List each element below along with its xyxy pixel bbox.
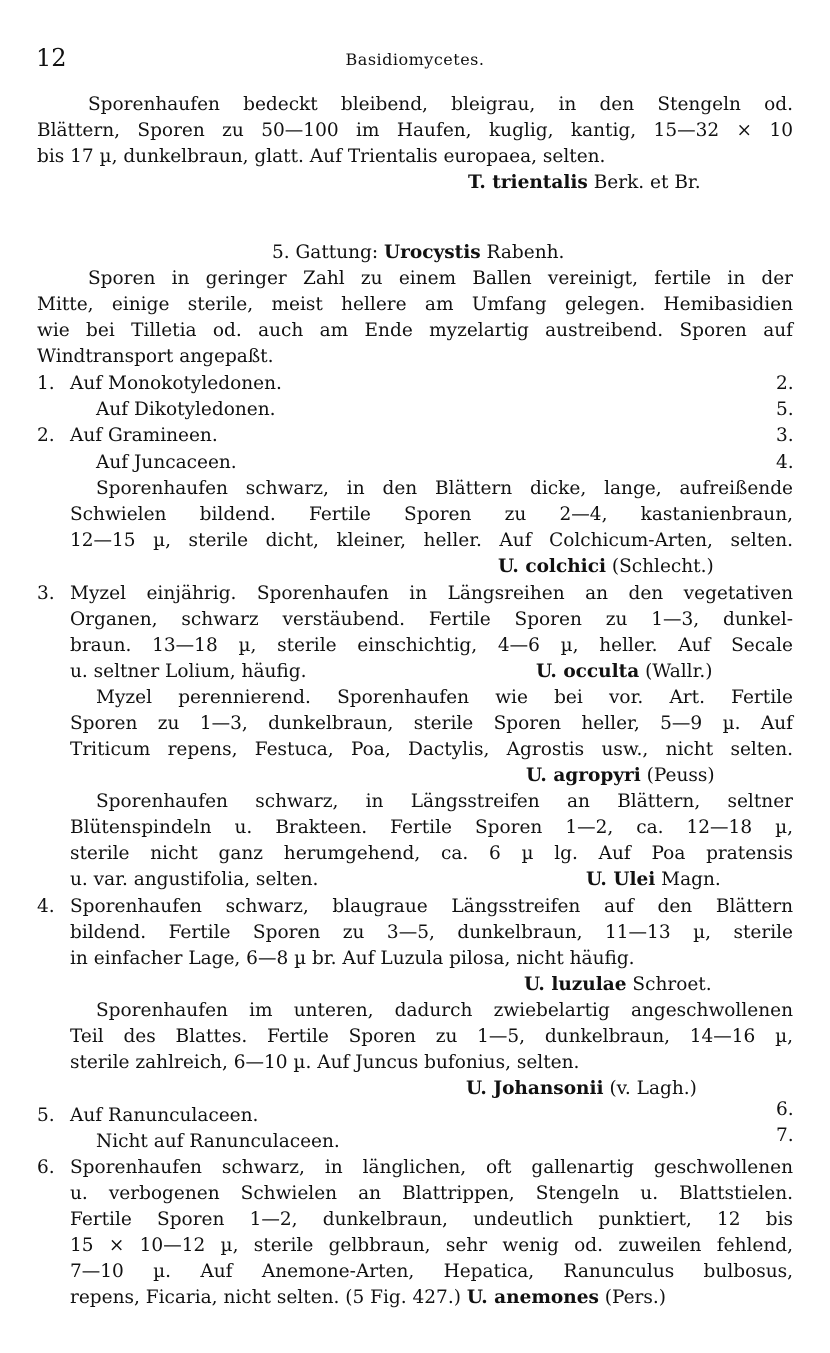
genus-heading [272,241,564,265]
text-line: Sporen in geringer Zahl zu einem Ballen vereinigt, fertile in der [88,268,793,289]
species-author: (Wallr.) [639,661,713,682]
species-name: U. luzulae [524,974,627,995]
text-line: u. verbogenen Schwielen an Blattrippen, Stengeln u. Blattstielen. [70,1183,793,1204]
species-name: U. Ulei [586,869,656,890]
page-number: 12 [36,44,67,72]
species-author: Berk. et Br. [587,172,701,193]
text-line: Sporenhaufen schwarz, blaugraue Längsstreifen auf den Blättern [70,896,793,917]
text-line: bis 17 µ, dunkelbraun, glatt. Auf Trientalis europaea, selten. [37,146,606,167]
species-line [526,764,715,788]
species-author: Magn. [655,869,721,890]
species-name: U. anemones [466,1287,599,1308]
text-line: Sporenhaufen schwarz, in Längsstreifen an Blättern, seltner [96,791,793,812]
species-author: (Pers.) [598,1287,666,1308]
text-line: u. var. angustifolia, selten. [70,869,319,890]
text-line: Sporenhaufen im unteren, dadurch zwiebelartig angeschwollenen [96,1000,793,1021]
key-text: Auf Dikotyledonen. [96,399,276,420]
species-author: (Schlecht.) [605,556,714,577]
key-text: Nicht auf Ranunculaceen. [96,1131,340,1152]
text-line: Blättern, Sporen zu 50—100 im Haufen, kuglig, kantig, 15—32 × 10 [37,120,793,141]
species-name: U. colchici [498,556,606,577]
key-target: 2. [776,373,794,394]
species-line [466,1077,697,1101]
species-name: U. agropyri [526,765,641,786]
species-name: U. Johansonii [466,1078,604,1099]
key-text: Auf Juncaceen. [96,452,237,473]
key-target: 3. [776,425,794,446]
text-line: Mitte, einige sterile, meist hellere am Umfang gelegen. Hemibasidien [37,294,793,315]
text-line: Organen, schwarz verstäubend. Fertile Sporen zu 1—3, dunkel- [70,609,793,630]
text-line: Teil des Blattes. Fertile Sporen zu 1—5, dunkelbraun, 14—16 µ, [70,1026,793,1047]
species-line [524,973,712,997]
text-line: wie bei Tilletia od. auch am Ende myzelartig austreibend. Sporen auf [37,320,793,341]
text-line: Triticum repens, Festuca, Poa, Dactylis, Agrostis usw., nicht selten. [70,739,793,760]
text-line: Blütenspindeln u. Brakteen. Fertile Sporen 1—2, ca. 12—18 µ, [70,817,793,838]
text-line: bildend. Fertile Sporen zu 3—5, dunkelbraun, 11—13 µ, sterile [70,922,793,943]
species-line [468,171,701,195]
species-line [498,555,714,579]
genus-name: Urocystis [384,242,481,263]
text-line: Myzel einjährig. Sporenhaufen in Längsreihen an den vegetativen [70,583,793,604]
species-name: U. occulta [536,661,640,682]
text-line: Myzel perennierend. Sporenhaufen wie bei vor. Art. Fertile [96,687,793,708]
species-line [586,868,721,892]
text-line: u. seltner Lolium, häufig. [70,661,307,682]
key-target: 6. [776,1099,794,1120]
text-line: Sporenhaufen schwarz, in den Blättern dicke, lange, aufreißende [96,478,793,499]
text-line: in einfacher Lage, 6—8 µ br. Auf Luzula pilosa, nicht häufig. [70,948,635,969]
running-title: Basidiomycetes. [345,50,485,69]
key-target: 4. [776,452,794,473]
species-author: (Peuss) [640,765,715,786]
species-line [536,660,712,684]
genus-label: 5. Gattung: [272,242,384,263]
text-line: 7—10 µ. Auf Anemone-Arten, Hepatica, Ranunculus bulbosus, [70,1261,793,1282]
species-author: (v. Lagh.) [603,1078,697,1099]
species-line [70,1286,666,1310]
text-line: sterile zahlreich, 6—10 µ. Auf Juncus bufonius, selten. [70,1052,580,1073]
genus-author: Rabenh. [480,242,565,263]
key-number: 2. [37,425,55,446]
key-target: 7. [776,1125,794,1146]
text-line: Fertile Sporen 1—2, dunkelbraun, undeutlich punktiert, 12 bis [70,1209,793,1230]
text-line: 12—15 µ, sterile dicht, kleiner, heller. Auf Colchicum-Arten, selten. [70,530,793,551]
text-line: Sporen zu 1—3, dunkelbraun, sterile Sporen heller, 5—9 µ. Auf [70,713,793,734]
key-text: Auf Gramineen. [70,425,218,446]
key-number: 3. [37,583,55,604]
key-text: Auf Ranunculaceen. [70,1105,259,1126]
key-number: 5. [37,1105,55,1126]
key-text: Auf Monokotyledonen. [70,373,282,394]
text-line: Schwielen bildend. Fertile Sporen zu 2—4, kastanienbraun, [70,504,793,525]
key-number: 4. [37,896,55,917]
text-line: Sporenhaufen schwarz, in länglichen, oft gallenartig geschwollenen [70,1157,793,1178]
text-line: 15 × 10—12 µ, sterile gelbbraun, sehr wenig od. zuweilen fehlend, [70,1235,793,1256]
species-author: Schroet. [626,974,712,995]
species-name: T. trientalis [468,172,588,193]
key-target: 5. [776,399,794,420]
text-line: Sporenhaufen bedeckt bleibend, bleigrau, in den Stengeln od. [88,94,793,115]
key-number: 1. [37,373,55,394]
text-line: sterile nicht ganz herumgehend, ca. 6 µ lg. Auf Poa pratensis [70,843,793,864]
text-line: Windtransport angepaßt. [37,346,274,367]
key-number: 6. [37,1157,55,1178]
text-line: braun. 13—18 µ, sterile einschichtig, 4—6 µ, heller. Auf Secale [70,635,793,656]
text-line: repens, Ficaria, nicht selten. (5 Fig. 427.) [70,1287,467,1308]
